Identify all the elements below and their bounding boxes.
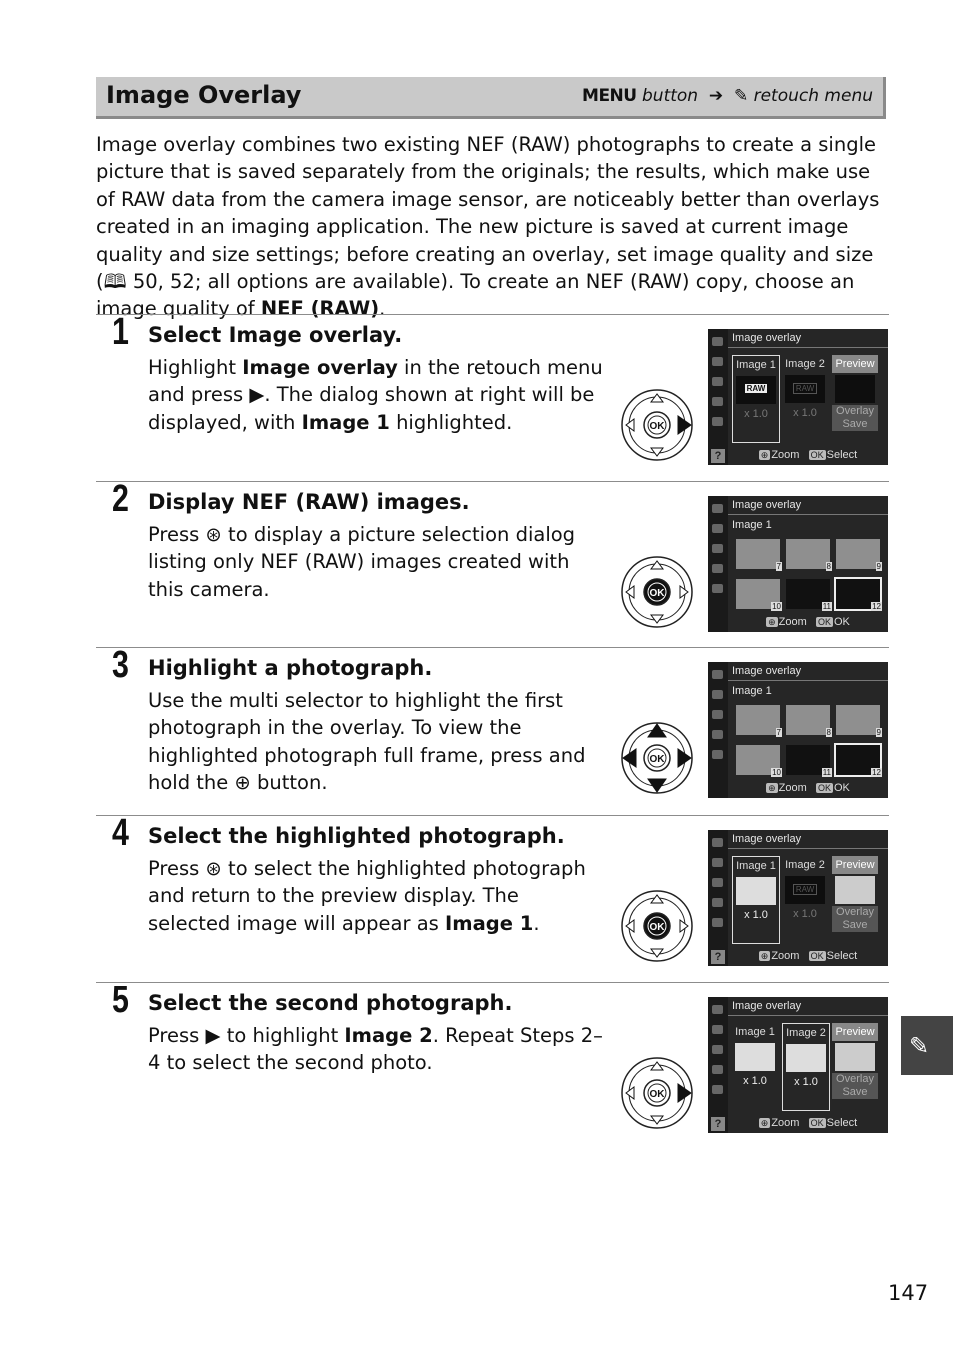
multi-selector-icon bbox=[620, 721, 694, 795]
screen-subtitle: Image 1 bbox=[732, 519, 772, 531]
step-body-bold: Image 2 bbox=[344, 1024, 433, 1047]
step-heading-a: Display NEF (RAW) images. bbox=[148, 490, 470, 514]
thumbnail-number: 11 bbox=[822, 768, 831, 777]
camera-screen bbox=[708, 662, 888, 798]
help-icon: ? bbox=[711, 950, 725, 964]
overlay-save-button[interactable] bbox=[832, 405, 878, 431]
save-label: Save bbox=[842, 919, 868, 931]
menu-tab-icon bbox=[712, 1065, 723, 1074]
svg-text:OK: OK bbox=[649, 421, 665, 432]
thumbnail-number: 9 bbox=[876, 728, 881, 737]
raw-badge: RAW bbox=[746, 384, 766, 393]
step-body-bold: Image overlay bbox=[242, 356, 398, 379]
screen-sidebar bbox=[708, 830, 728, 966]
step-body-text: Highlight bbox=[148, 356, 243, 379]
zoom-hint: ⊕ Zoom bbox=[760, 950, 800, 962]
multi-selector-diagram bbox=[620, 1056, 694, 1130]
step-heading bbox=[148, 656, 432, 680]
menu-tab-icon bbox=[712, 524, 723, 533]
menu-tab-icon bbox=[712, 1045, 723, 1054]
column-label: Image 2 bbox=[785, 859, 825, 871]
select-label: Select bbox=[826, 1117, 858, 1129]
menu-tab-icon bbox=[712, 1005, 723, 1014]
menu-word: MENU bbox=[582, 86, 637, 106]
step-number: 3 bbox=[112, 644, 129, 686]
image-slot bbox=[785, 876, 825, 904]
menu-tab-icon bbox=[712, 878, 723, 887]
retouch-menu-word: retouch menu bbox=[753, 86, 873, 106]
step-body-text: Use the multi selector to highlight the first photograph in the overlay. To view the highlighted photograph full frame, press and hold the ⊕ button. bbox=[148, 689, 586, 795]
menu-tab-icon bbox=[712, 397, 723, 406]
column-label: Preview bbox=[832, 856, 878, 874]
menu-tab-icon bbox=[712, 1085, 723, 1094]
select-hint: OK Select bbox=[810, 1117, 858, 1129]
image2-column[interactable] bbox=[782, 856, 828, 942]
image-slot bbox=[785, 375, 825, 403]
image-slot bbox=[786, 1044, 826, 1072]
zoom-hint: ⊕ Zoom bbox=[760, 1117, 800, 1129]
step-body bbox=[148, 521, 603, 603]
intro-text-1: Image overlay combines two existing NEF (RAW) photographs to create a single picture that is saved separately from the originals; the results, which make use of RAW data from the camera image sensor, are noticeably better than overlays created in an imaging application. The new picture is saved at current image quality and size settings; before creating an overlay, set image quality and size ( bbox=[96, 133, 880, 294]
menu-tab-icon bbox=[712, 730, 723, 739]
button-word: button bbox=[642, 86, 699, 106]
screen-footer bbox=[728, 782, 888, 798]
screen-title: Image overlay bbox=[732, 665, 802, 677]
ok-hint: OK OK bbox=[817, 616, 850, 628]
column-label: Image 1 bbox=[736, 359, 776, 371]
ok-label: OK bbox=[833, 616, 850, 628]
intro-paragraph bbox=[96, 131, 891, 323]
help-icon: ? bbox=[711, 449, 725, 463]
menu-tab-icon bbox=[712, 417, 723, 426]
step-heading-b: Image overlay. bbox=[228, 323, 403, 347]
save-label: Save bbox=[842, 418, 868, 430]
menu-tab-icon bbox=[712, 357, 723, 366]
gain-value: x 1.0 bbox=[743, 1075, 767, 1087]
zoom-label: Zoom bbox=[771, 449, 800, 461]
thumbnail-number: 11 bbox=[822, 602, 831, 611]
menu-tab-icon bbox=[712, 564, 723, 573]
ok-hint: OK OK bbox=[817, 782, 850, 794]
screen-sidebar bbox=[708, 329, 728, 465]
step-body-bold: Image 1 bbox=[445, 911, 534, 935]
thumbnail[interactable] bbox=[786, 579, 830, 609]
screen-footer bbox=[728, 616, 888, 632]
camera-screen bbox=[708, 329, 888, 465]
step-heading-a: Highlight a photograph. bbox=[148, 656, 433, 680]
thumbnail-number: 7 bbox=[776, 562, 781, 571]
svg-text:OK: OK bbox=[649, 754, 665, 765]
column-label: Image 1 bbox=[735, 1026, 775, 1038]
breadcrumb bbox=[582, 86, 873, 106]
camera-screen bbox=[708, 830, 888, 966]
thumbnail-number: 10 bbox=[772, 768, 781, 777]
intro-text-2: 50, 52; all options are available). To create an NEF (RAW) copy, choose an image quality of bbox=[96, 270, 855, 321]
menu-tab-icon bbox=[712, 838, 723, 847]
multi-selector-icon bbox=[620, 889, 694, 963]
multi-selector-icon bbox=[620, 388, 694, 462]
preview-column[interactable] bbox=[832, 1023, 878, 1109]
step-number: 1 bbox=[112, 311, 129, 353]
column-label: Preview bbox=[832, 1023, 878, 1041]
step-body-text: highlighted. bbox=[389, 410, 513, 434]
menu-tab-icon bbox=[712, 377, 723, 386]
step-number: 2 bbox=[112, 478, 129, 520]
menu-tab-icon bbox=[712, 750, 723, 759]
thumbnail[interactable] bbox=[786, 705, 830, 735]
step-body bbox=[148, 687, 603, 797]
menu-tab-icon bbox=[712, 670, 723, 679]
screen-title: Image overlay bbox=[732, 499, 802, 511]
thumbnail-number: 8 bbox=[826, 562, 831, 571]
multi-selector-diagram bbox=[620, 889, 694, 963]
gain-value: x 1.0 bbox=[744, 909, 768, 921]
step-body-text: . Repeat Steps 2–4 to select the second photo. bbox=[148, 1024, 603, 1075]
step-number: 4 bbox=[112, 812, 129, 854]
zoom-hint: ⊕ Zoom bbox=[768, 616, 807, 628]
image1-column[interactable] bbox=[732, 856, 780, 944]
menu-tab-icon bbox=[712, 337, 723, 346]
thumbnail[interactable] bbox=[836, 579, 880, 609]
image-slot bbox=[835, 876, 875, 904]
image1-column[interactable] bbox=[732, 355, 780, 443]
step-1 bbox=[96, 311, 889, 475]
image1-column[interactable] bbox=[732, 1023, 778, 1109]
thumbnail-number: 8 bbox=[826, 728, 831, 737]
preview-column[interactable] bbox=[832, 856, 878, 942]
thumbnail-number: 12 bbox=[872, 602, 881, 611]
raw-badge: RAW bbox=[793, 884, 817, 895]
thumbnail-number: 10 bbox=[772, 602, 781, 611]
thumbnail[interactable] bbox=[836, 539, 880, 569]
svg-text:OK: OK bbox=[649, 922, 665, 933]
image2-column[interactable] bbox=[782, 355, 828, 441]
menu-tab-icon bbox=[712, 918, 723, 927]
camera-screen bbox=[708, 997, 888, 1133]
zoom-hint: ⊕ Zoom bbox=[760, 449, 800, 461]
step-heading bbox=[148, 490, 470, 514]
step-body bbox=[148, 1022, 603, 1077]
save-label: Save bbox=[842, 1086, 868, 1098]
thumbnail[interactable] bbox=[836, 745, 880, 775]
retouch-icon: ✎ bbox=[733, 86, 749, 106]
menu-tab-icon bbox=[712, 858, 723, 867]
step-body-text: Press ⊛ to display a picture selection dialog listing only NEF (RAW) images created with this camera. bbox=[148, 523, 576, 601]
step-body-text: Press ⊛ to select the highlighted photograph and return to the preview display. The selected image will appear as bbox=[148, 857, 586, 935]
thumbnail-number: 7 bbox=[776, 728, 781, 737]
thumbnail[interactable] bbox=[836, 705, 880, 735]
overlay-label: Overlay bbox=[836, 1073, 874, 1085]
select-hint: OK Select bbox=[810, 449, 858, 461]
screen-footer bbox=[728, 1117, 888, 1133]
select-hint: OK Select bbox=[810, 950, 858, 962]
multi-selector-icon bbox=[620, 555, 694, 629]
image2-column[interactable] bbox=[782, 1023, 830, 1111]
preview-column[interactable] bbox=[832, 355, 878, 441]
step-body-text: Press ▶ to highlight bbox=[148, 1024, 345, 1047]
column-label: Preview bbox=[832, 355, 878, 373]
svg-text:OK: OK bbox=[649, 1089, 665, 1100]
step-heading-a: Select the second photograph. bbox=[148, 991, 513, 1015]
overlay-label: Overlay bbox=[836, 906, 874, 918]
step-body bbox=[148, 855, 603, 937]
gain-value: x 1.0 bbox=[793, 908, 817, 920]
intro-end: . bbox=[379, 297, 386, 321]
step-body-text: in the retouch menu and press ▶. The dialog shown at right will be displayed, with bbox=[148, 356, 603, 434]
gain-value: x 1.0 bbox=[744, 408, 768, 420]
ok-label: OK bbox=[833, 782, 850, 794]
retouch-tab bbox=[901, 1016, 953, 1075]
overlay-save-button[interactable] bbox=[832, 906, 878, 932]
zoom-label: Zoom bbox=[778, 616, 807, 628]
step-5 bbox=[96, 979, 889, 1143]
column-label: Image 1 bbox=[736, 860, 776, 872]
svg-text:OK: OK bbox=[649, 588, 665, 599]
gain-value: x 1.0 bbox=[793, 407, 817, 419]
step-4 bbox=[96, 812, 889, 976]
step-heading bbox=[148, 323, 402, 347]
page-number: 147 bbox=[888, 1281, 929, 1305]
image-slot bbox=[835, 1043, 875, 1071]
retouch-tab-icon: ✎ bbox=[909, 1032, 930, 1060]
thumbnail[interactable] bbox=[736, 705, 780, 735]
overlay-label: Overlay bbox=[836, 405, 874, 417]
image-slot bbox=[835, 375, 875, 403]
step-heading bbox=[148, 824, 565, 848]
step-heading-a: Select the highlighted photograph. bbox=[148, 824, 565, 848]
menu-tab-icon bbox=[712, 690, 723, 699]
menu-tab-icon bbox=[712, 544, 723, 553]
multi-selector-diagram bbox=[620, 388, 694, 462]
screen-title: Image overlay bbox=[732, 833, 802, 845]
help-icon: ? bbox=[711, 1117, 725, 1131]
screen-footer bbox=[728, 449, 888, 465]
select-label: Select bbox=[826, 950, 858, 962]
screen-footer bbox=[728, 950, 888, 966]
zoom-label: Zoom bbox=[778, 782, 807, 794]
intro-bold: NEF (RAW) bbox=[260, 297, 380, 321]
thumbnail[interactable] bbox=[736, 579, 780, 609]
thumbnail[interactable] bbox=[736, 745, 780, 775]
multi-selector-icon bbox=[620, 1056, 694, 1130]
zoom-label: Zoom bbox=[771, 950, 800, 962]
screen-sidebar bbox=[708, 496, 728, 632]
section-title: Image Overlay bbox=[106, 81, 302, 109]
thumbnail[interactable] bbox=[736, 539, 780, 569]
section-banner bbox=[96, 77, 886, 119]
screen-title: Image overlay bbox=[732, 1000, 802, 1012]
step-2 bbox=[96, 478, 889, 642]
column-label: Image 2 bbox=[785, 358, 825, 370]
thumbnail-number: 9 bbox=[876, 562, 881, 571]
image-slot bbox=[736, 877, 776, 905]
arrow-icon: ➔ bbox=[708, 86, 724, 106]
step-body-text: . bbox=[533, 911, 540, 935]
screen-subtitle: Image 1 bbox=[732, 685, 772, 697]
select-label: Select bbox=[826, 449, 858, 461]
step-body-bold: Image 1 bbox=[301, 410, 390, 434]
step-3 bbox=[96, 644, 889, 808]
zoom-label: Zoom bbox=[771, 1117, 800, 1129]
menu-tab-icon bbox=[712, 504, 723, 513]
multi-selector-diagram bbox=[620, 721, 694, 795]
menu-tab-icon bbox=[712, 1025, 723, 1034]
multi-selector-diagram bbox=[620, 555, 694, 629]
image-slot bbox=[736, 376, 776, 404]
step-body bbox=[148, 354, 603, 436]
screen-title: Image overlay bbox=[732, 332, 802, 344]
screen-sidebar bbox=[708, 662, 728, 798]
menu-tab-icon bbox=[712, 584, 723, 593]
menu-tab-icon bbox=[712, 898, 723, 907]
zoom-hint: ⊕ Zoom bbox=[768, 782, 807, 794]
thumbnail[interactable] bbox=[786, 745, 830, 775]
image-slot bbox=[735, 1043, 775, 1071]
step-number: 5 bbox=[112, 979, 129, 1021]
camera-screen bbox=[708, 496, 888, 632]
column-label: Image 2 bbox=[786, 1027, 826, 1039]
book-icon: 🕮 bbox=[103, 270, 127, 294]
gain-value: x 1.0 bbox=[794, 1076, 818, 1088]
thumbnail[interactable] bbox=[786, 539, 830, 569]
raw-badge: RAW bbox=[793, 383, 817, 394]
thumbnail-number: 12 bbox=[872, 768, 881, 777]
step-heading-a: Select bbox=[148, 323, 229, 347]
step-heading bbox=[148, 991, 512, 1015]
menu-tab-icon bbox=[712, 710, 723, 719]
screen-sidebar bbox=[708, 997, 728, 1133]
overlay-save-button[interactable] bbox=[832, 1073, 878, 1099]
